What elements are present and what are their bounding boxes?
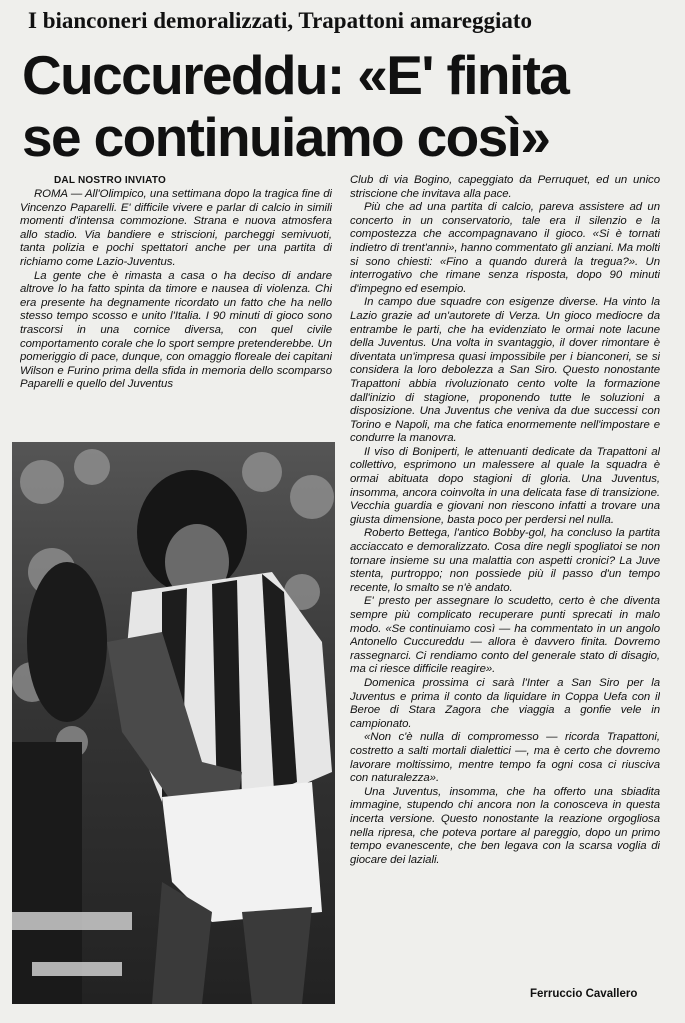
- paragraph: ROMA — All'Olimpico, una settimana dopo la tragica fine di Vincenzo Paparelli. E' difficile vivere e parlar di calcio in simili momenti d'intensa commozione. Strana e nuova atmosfera allo stadio. Via bandiere e striscioni, parcheggi semivuoti, tanta polizia e pochi spettatori anche per una partita di richiamo come Lazio-Juventus.: [20, 188, 332, 268]
- article-column-2: [350, 174, 660, 989]
- headline-line-1: Cuccureddu: «E' finita: [22, 44, 569, 106]
- paragraph: Una Juventus, insomma, che ha offerto una sbiadita immagine, stupendo chi ancora non la conosceva in questa incerta versione. Questo nonostante la reazione orgogliosa nella ripresa, che poteva portare al pareggio, dopo un primo tempo evanescente, che ben legava con la scarsa voglia di giocare dei laziali.: [350, 785, 660, 866]
- paragraph: Più che ad una partita di calcio, pareva assistere ad un concerto in un conservatorio, tale era il silenzio e la compostezza che accompagnavano il gioco. «Si è tornati indietro di trent'anni», hanno commentato gli anziani. Ma molti si sono chiesti: «Fino a quando durerà la tregua?». Un interrogativo che rimane senza risposta, dopo 90 minuti d'impegno ed esempio.: [350, 201, 660, 295]
- author-signature: Ferruccio Cavallero: [530, 988, 638, 1000]
- paragraph: Roberto Bettega, l'antico Bobby-gol, ha concluso la partita acciaccato e demoralizzato. Cosa dire negli spogliatoi se non tornare insieme su una malattia con aspetti cronici? La Juve stenta, purtroppo; non possiede più il passo d'un tempo recente, lo smalto se n'è andato.: [350, 527, 660, 594]
- paragraph: Domenica prossima ci sarà l'Inter a San Siro per la Juventus e prima il conto da liquidare in Coppa Uefa con il Beroe di Stara Zagora che viaggia a gonfie vele in campionato.: [350, 676, 660, 730]
- paragraph: La gente che è rimasta a casa o ha deciso di andare altrove lo ha fatto spinta da timore e nausea di violenza. Chi era presente ha degnamente ricordato un fatto che ha nello stesso tempo scosso e unito l'Italia. I 90 minuti di gioco sono trascorsi in una cornice diversa, con quel civile comportamento corale che lo sport sempre pretenderebbe. Un pomeriggio di pace, dunque, con omaggio floreale dei capitani Wilson e Furino prima della sfida in memoria dello scomparso Paparelli e quello del Juventus: [20, 269, 332, 391]
- paragraph: E' presto per assegnare lo scudetto, certo è che diventa sempre più complicato recuperare punti sprecati in malo modo. «Se continuiamo così — ha commentato in un angolo Antonello Cuccureddu — allora è davvero finita. Dovremo rassegnarci. Ci rendiamo conto del generale stato di disagio, ma ci riesce difficile reagire».: [350, 595, 660, 676]
- byline: DAL NOSTRO INVIATO: [54, 175, 166, 186]
- match-photo: [12, 442, 335, 1004]
- paragraph: In campo due squadre con esigenze diverse. Ha vinto la Lazio grazie ad un'autorete di Verza. Un gioco mediocre da entrambe le parti, che ha evidenziato le ormai note lacune della Juventus. Una volta in svantaggio, il dover rimontare è diventata un'impresa quasi impossibile per i bianconeri, se si considera la loro debolezza a San Siro. Questo nonostante Trapattoni abbia rivoluzionato cento volte la formazione dall'inizio di stagione, proponendo tutte le soluzioni a disposizione. Una Juventus che veniva da due successi con Torino e Napoli, ma che fatica enormemente nell'impostare e condurre la manovra.: [350, 296, 660, 445]
- main-headline: [22, 44, 672, 168]
- headline-line-2: se continuiamo così»: [22, 106, 550, 168]
- paragraph: Il viso di Boniperti, le attenuanti dedicate da Trapattoni al collettivo, esprimono un malessere al quale la squadra è ormai abituata dopo stagioni di gloria. Una Juventus, insomma, ancora coinvolta in una delicata fase di transizione. Vecchia guardia e giovani non riescono infatti a trovare una giusta dimensione, basta poco per perdersi nel nulla.: [350, 445, 660, 526]
- kicker-headline: I bianconeri demoralizzati, Trapattoni amareggiato: [28, 8, 533, 33]
- paragraph: Club di via Bogino, capeggiato da Perruquet, ed un unico striscione che invitava alla pace.: [350, 174, 660, 200]
- player-photo-illustration: [12, 442, 335, 1004]
- article-column-1: [20, 188, 332, 436]
- paragraph: «Non c'è nulla di compromesso — ricorda Trapattoni, costretto a salti mortali dialettici —, ma è certo che dovremo lavorare moltissimo, mentre tempo fa ogni cosa ci riusciva con naturalezza».: [350, 731, 660, 785]
